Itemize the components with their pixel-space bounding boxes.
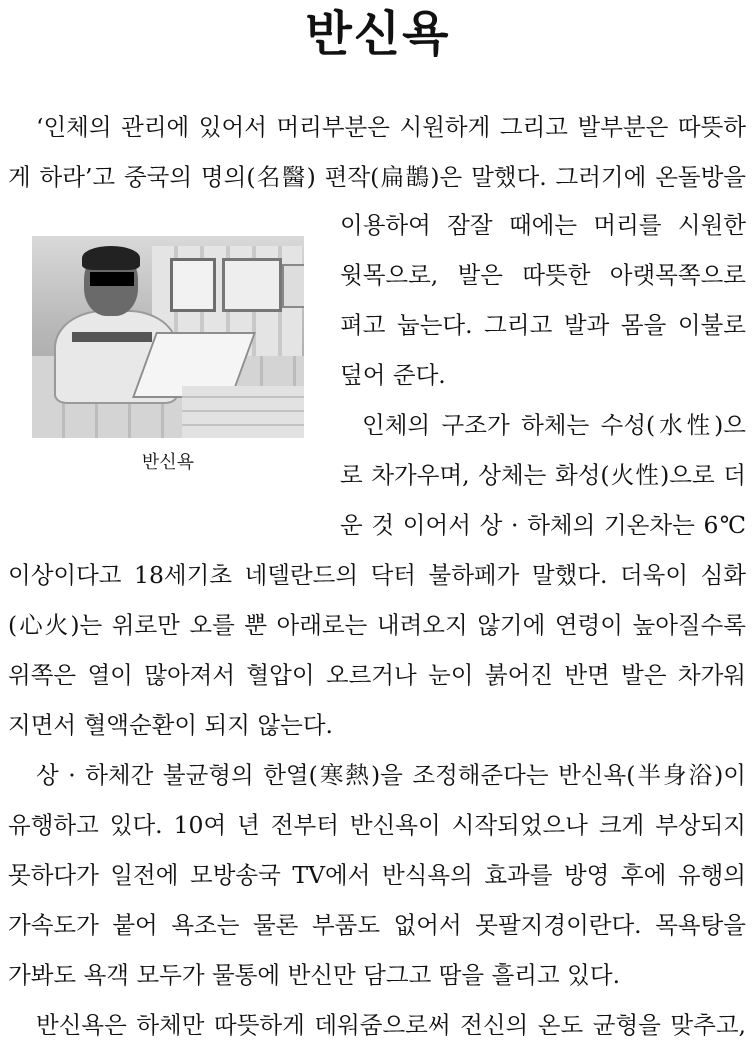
text-line: 인체의 구조가 하체는 수성(水性)으: [362, 411, 746, 439]
photo-caption: 반신욕: [141, 452, 195, 473]
text-line: 지면서 혈액순환이 되지 않는다.: [8, 711, 333, 739]
text-line: 이상이다고 18세기초 네델란드의 닥터 불하페가 말했다. 더욱이 심화: [8, 561, 746, 589]
text-line: 윗목으로, 발은 따뜻한 아랫목쪽으로: [340, 261, 746, 289]
text-line: 유행하고 있다. 10여 년 전부터 반신욕이 시작되었으나 크게 부상되지: [8, 811, 746, 839]
text-line: 로 차가우며, 상체는 화성(火性)으로 더: [340, 461, 746, 489]
text-line: 가봐도 욕객 모두가 물통에 반신만 담그고 땀을 흘리고 있다.: [8, 961, 621, 989]
text-line: (心火)는 위로만 오를 뿐 아래로는 내려오지 않기에 연령이 높아질수록: [8, 611, 746, 639]
text-line: 펴고 눕는다. 그리고 발과 몸을 이불로: [340, 311, 746, 339]
text-line: 못하다가 일전에 모방송국 TV에서 반식욕의 효과를 방영 후에 유행의: [8, 861, 746, 889]
half-bath-photo: [32, 236, 304, 438]
text-line: 게 하라’고 중국의 명의(名醫) 편작(扁鵲)은 말했다. 그러기에 온돌방을: [8, 163, 746, 191]
text-line: 운 것 이어서 상 · 하체의 기온차는 6℃: [340, 511, 746, 539]
text-line: 덮어 준다.: [340, 361, 446, 389]
text-line: 가속도가 붙어 욕조는 물론 부품도 없어서 못팔지경이란다. 목욕탕을: [8, 911, 746, 939]
text-line: 반신욕은 하체만 따뜻하게 데워줌으로써 전신의 온도 균형을 맞추고,: [36, 1011, 746, 1039]
text-line: 상 · 하체간 불균형의 한열(寒熱)을 조정해준다는 반신욕(半身浴)이: [36, 761, 746, 789]
page-title: 반신욕: [305, 6, 451, 62]
text-line: 이용하여 잠잘 때에는 머리를 시원한: [340, 211, 746, 239]
text-line: ‘인체의 관리에 있어서 머리부분은 시원하게 그리고 발부분은 따뜻하: [36, 113, 746, 141]
text-line: 위쪽은 열이 많아져서 혈압이 오르거나 눈이 붉어진 반면 발은 차가워: [8, 661, 746, 689]
